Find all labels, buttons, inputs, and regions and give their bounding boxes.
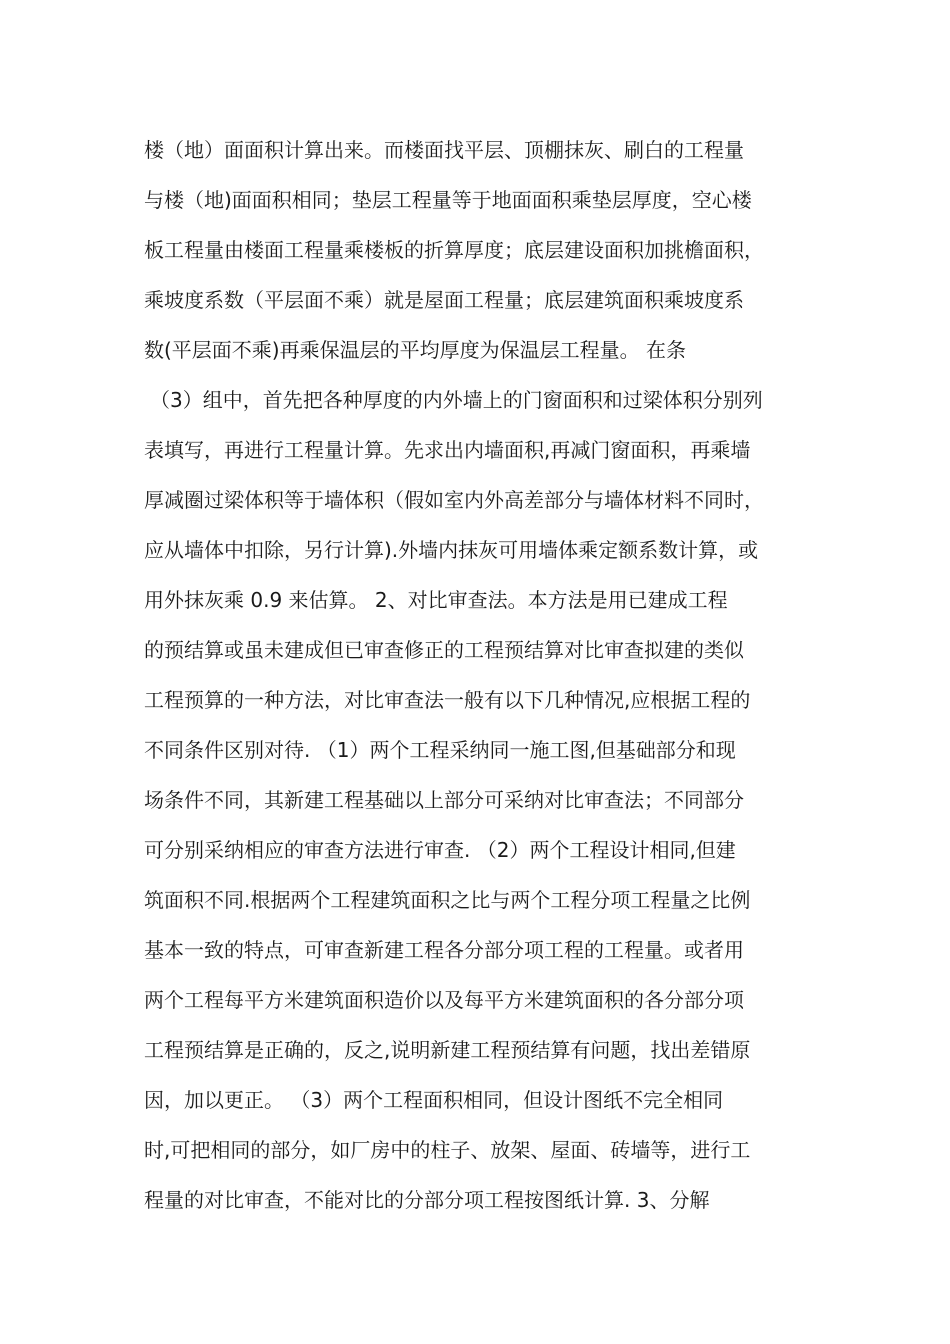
text-line: 工程预结算是正确的，反之,说明新建工程预结算有问题，找出差错原 (144, 1038, 751, 1062)
text-line: 不同条件区别对待. （1）两个工程采纳同一施工图,但基础部分和现 (144, 738, 736, 762)
text-line: 数(平层面不乘)再乘保温层的平均厚度为保温层工程量。 在条 (144, 338, 686, 362)
text-line: 楼（地）面面积计算出来。而楼面找平层、顶棚抹灰、刷白的工程量 (144, 138, 744, 162)
text-line: 时,可把相同的部分，如厂房中的柱子、放架、屋面、砖墙等，进行工 (144, 1138, 751, 1162)
text-line: 与楼（地)面面积相同；垫层工程量等于地面面积乘垫层厚度，空心楼 (144, 188, 752, 212)
text-line: 乘坡度系数（平层面不乘）就是屋面工程量；底层建筑面积乘坡度系 (144, 288, 744, 312)
text-line: 因，加以更正。 （3）两个工程面积相同，但设计图纸不完全相同 (144, 1088, 724, 1112)
text-line: 场条件不同，其新建工程基础以上部分可采纳对比审查法；不同部分 (144, 788, 744, 812)
text-line: 厚减圈过梁体积等于墙体积（假如室内外高差部分与墙体材料不同时， (144, 488, 764, 512)
text-line: 程量的对比审查，不能对比的分部分项工程按图纸计算. 3、分解 (144, 1188, 710, 1212)
text-line: 基本一致的特点，可审查新建工程各分部分项工程的工程量。或者用 (144, 938, 744, 962)
text-line: 表填写，再进行工程量计算。先求出内墙面积,再减门窗面积，再乘墙 (144, 438, 751, 462)
text-line: （3）组中，首先把各种厚度的内外墙上的门窗面积和过梁体积分别列 (150, 388, 763, 412)
text-line: 可分别采纳相应的审查方法进行审查. （2）两个工程设计相同,但建 (144, 838, 736, 862)
text-line: 的预结算或虽未建成但已审查修正的工程预结算对比审查拟建的类似 (144, 638, 744, 662)
text-line: 用外抹灰乘 0.9 来估算。 2、对比审查法。本方法是用已建成工程 (144, 588, 728, 612)
text-line: 板工程量由楼面工程量乘楼板的折算厚度；底层建设面积加挑檐面积， (144, 238, 764, 262)
text-line: 工程预算的一种方法，对比审查法一般有以下几种情况,应根据工程的 (144, 688, 751, 712)
text-line: 筑面积不同.根据两个工程建筑面积之比与两个工程分项工程量之比例 (144, 888, 751, 912)
text-line: 两个工程每平方米建筑面积造价以及每平方米建筑面积的各分部分项 (144, 988, 744, 1012)
text-line: 应从墙体中扣除，另行计算).外墙内抹灰可用墙体乘定额系数计算，或 (144, 538, 759, 562)
